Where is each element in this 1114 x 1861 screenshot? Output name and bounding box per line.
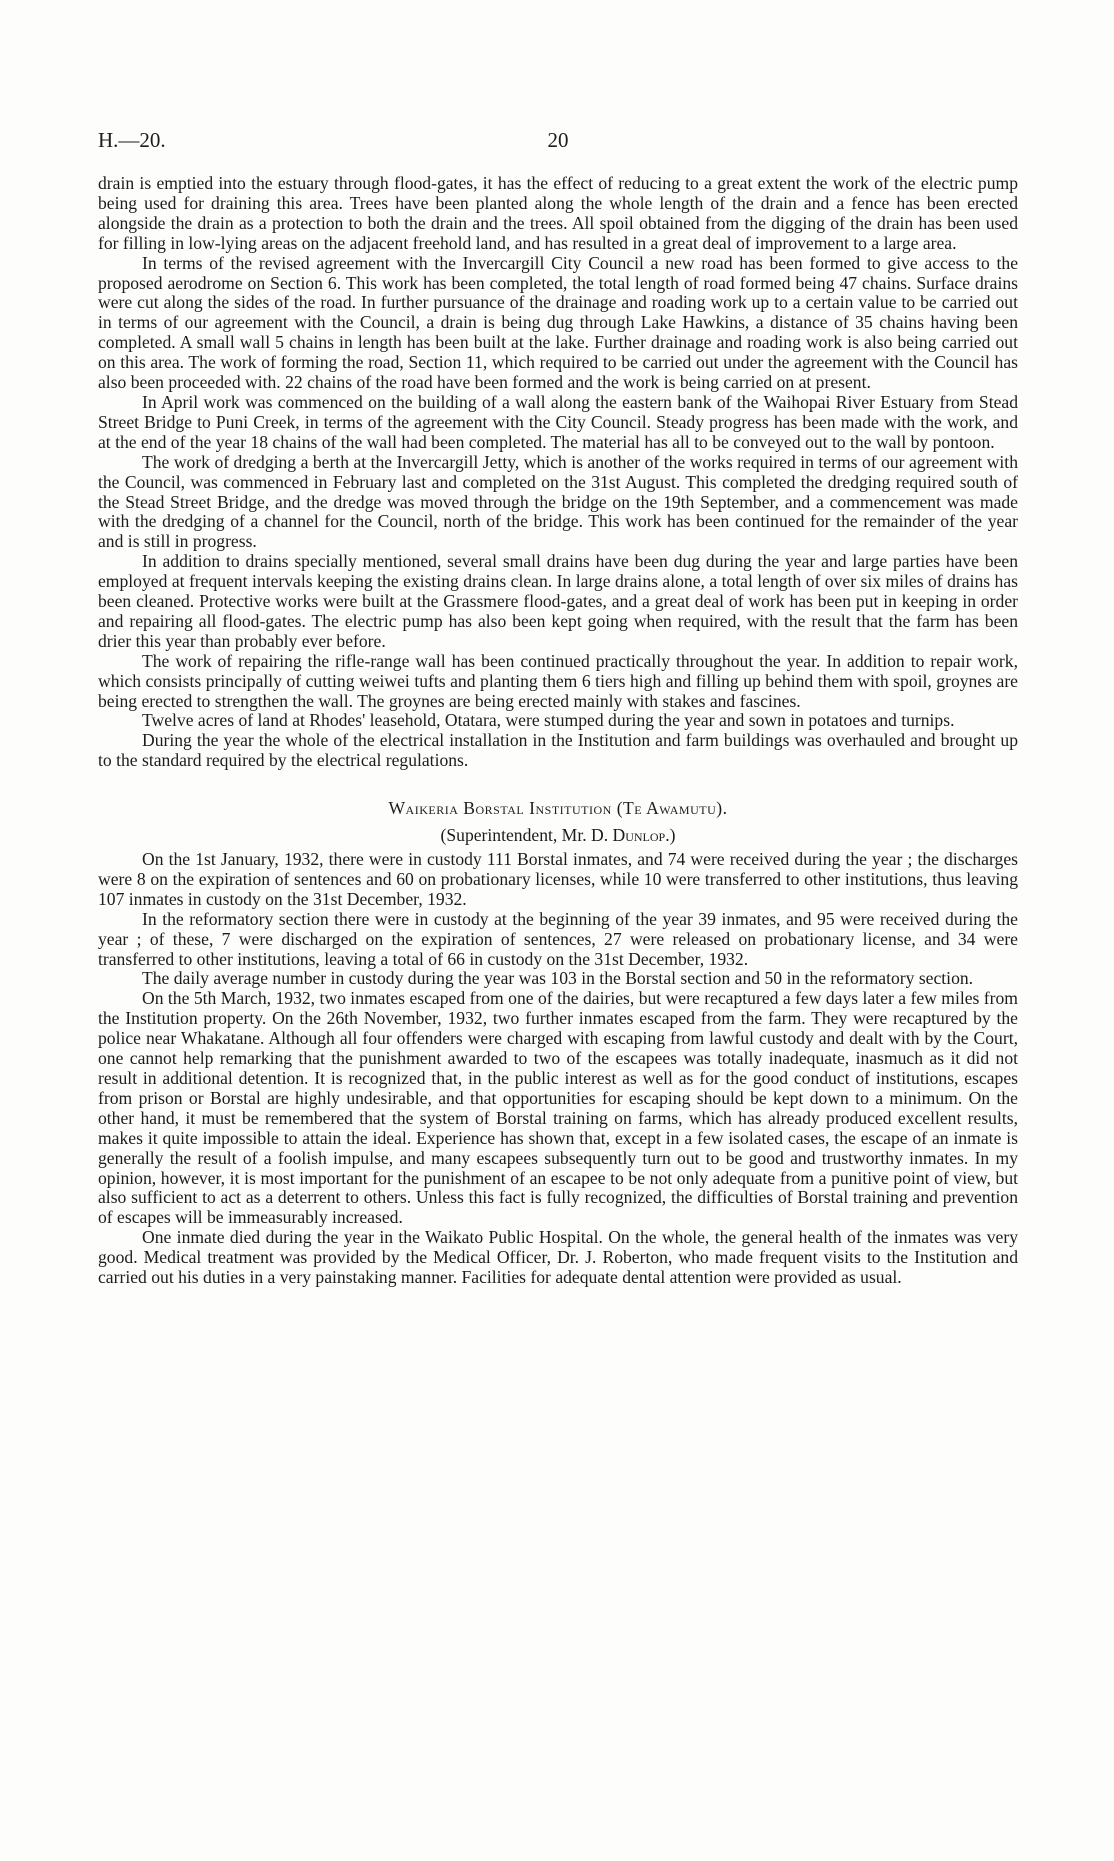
paragraph: In the reformatory section there were in custody at the beginning of the year 39 inmates, and 95 were received during the year ; of these, 7 were discharged on the expiration of sentences, 27 were released on probationary license, and 34 were transferred to other institutions, leaving a total of 66 in custody on the 31st December, 1932. — [98, 908, 1018, 969]
page-number: 20 — [547, 128, 569, 152]
paragraph: The work of dredging a berth at the Invercargill Jetty, which is another of the works required in terms of our agreement with the Council, was commenced in February last and completed on the 31st August. This completed the dredging required south of the Stead Street Bridge, and the dredge was moved through the bridge on the 19th September, and a commencement was made with the dredging of a channel for the Council, north of the bridge. This work has been continued for the remainder of the year and is still in progress. — [98, 451, 1018, 552]
page-header — [98, 128, 1018, 162]
paragraph: One inmate died during the year in the Waikato Public Hospital. On the whole, the general health of the inmates was very good. Medical treatment was provided by the Medical Officer, Dr. J. Roberton, who made frequent visits to the Institution and carried out his duties in a very painstaking manner. Facilities for adequate dental attention were provided as usual. — [98, 1227, 1018, 1288]
superintendent-name: Dunlop — [612, 825, 666, 846]
superintendent-prefix: (Superintendent, Mr. D. — [440, 825, 613, 846]
superintendent-line — [98, 826, 1018, 846]
document-reference: H.—20. — [98, 128, 166, 152]
superintendent-suffix: .) — [665, 825, 676, 846]
paragraph: drain is emptied into the estuary through flood-gates, it has the effect of reducing to a great extent the work of the electric pump being used for draining this area. Trees have been planted along the whole length of the drain and a fence has been erected alongside the drain as a protection to both the drain and the trees. All spoil obtained from the digging of the drain has been used for filling in low-lying areas on the adjacent freehold land, and has resulted in a great deal of improvement to a large area. — [98, 173, 1018, 253]
paragraph: During the year the whole of the electrical installation in the Institution and farm buildings was overhauled and brought up to the standard required by the electrical regulations. — [98, 730, 1018, 771]
paragraph: The daily average number in custody during the year was 103 in the Borstal section and 50 in the reformatory section. — [142, 968, 974, 989]
paragraph: In terms of the revised agreement with the Invercargill City Council a new road has been formed to give access to the proposed aerodrome on Section 6. This work has been completed, the total length of road formed being 47 chains. Surface drains were cut along the sides of the road. In further pursuance of the drainage and roading work up to a certain value to be carried out in terms of our agreement with the Council, a drain is being dug through Lake Hawkins, a distance of 35 chains having been completed. A small wall 5 chains in length has been built at the lake. Further drainage and roading work is also being carried out on this area. The work of forming the road, Section 11, which required to be carried out under the agreement with the Council has also been proceeded with. 22 chains of the road have been formed and the work is being carried on at present. — [98, 252, 1018, 393]
paragraph: The work of repairing the rifle-range wall has been continued practically throughout the year. In addition to repair work, which consists principally of cutting weiwei tufts and planting them 6 tiers high and filling up behind them with spoil, groynes are being erected to strengthen the wall. The groynes are being erected mainly with stakes and fascines. — [98, 650, 1018, 711]
paragraph: On the 5th March, 1932, two inmates escaped from one of the dairies, but were recaptured a few days later a few miles from the Institution property. On the 26th November, 1932, two further inmates escaped from the farm. They were recaptured by the police near Whakatane. Although all four offenders were charged with escaping from lawful custody and dealt with by the Court, one cannot help remarking that the punishment awarded to two of the escapees was totally inadequate, inasmuch as it did not result in additional detention. It is recognized that, in the public interest as well as for the good conduct of institutions, escapes from prison or Borstal are highly undesirable, and that opportunities for escaping should be kept down to a minimum. On the other hand, it must be remembered that the system of Borstal training on farms, which has already produced excellent results, makes it quite impossible to attain the ideal. Experience has shown that, except in a few isolated cases, the escape of an inmate is generally the result of a foolish impulse, and many escapees subsequently turn out to be good and trustworthy inmates. In my opinion, however, it is most important for the punishment of an escapee to be not only adequate from a punitive point of view, but also sufficient to act as a deterrent to others. Unless this fact is fully recognized, the difficulties of Borstal training and prevention of escapes will be immeasurably increased. — [98, 988, 1018, 1228]
section-heading: Waikeria Borstal Institution (Te Awamutu). — [388, 798, 728, 819]
body-text — [98, 174, 1018, 1288]
paragraph: In April work was commenced on the building of a wall along the eastern bank of the Waihopai River Estuary from Stead Street Bridge to Puni Creek, in terms of the agreement with the City Council. Steady progress has been made with the work, and at the end of the year 18 chains of the wall had been completed. The material has all to be conveyed out to the wall by pontoon. — [98, 391, 1018, 452]
paragraph: Twelve acres of land at Rhodes' leasehold, Otatara, were stumped during the year and sown in potatoes and turnips. — [142, 710, 955, 731]
paragraph: On the 1st January, 1932, there were in custody 111 Borstal inmates, and 74 were received during the year ; the discharges were 8 on the expiration of sentences and 60 on probationary licenses, while 10 were transferred to other institutions, thus leaving 107 inmates in custody on the 31st December, 1932. — [98, 849, 1018, 909]
paragraph: In addition to drains specially mentioned, several small drains have been dug during the year and large parties have been employed at frequent intervals keeping the existing drains clean. In large drains alone, a total length of over six miles of drains has been cleaned. Protective works were built at the Grassmere flood-gates, and a great deal of work has been put in keeping in order and repairing all flood-gates. The electric pump has also been kept going when required, with the result that the farm has been drier this year than probably ever before. — [98, 551, 1018, 651]
